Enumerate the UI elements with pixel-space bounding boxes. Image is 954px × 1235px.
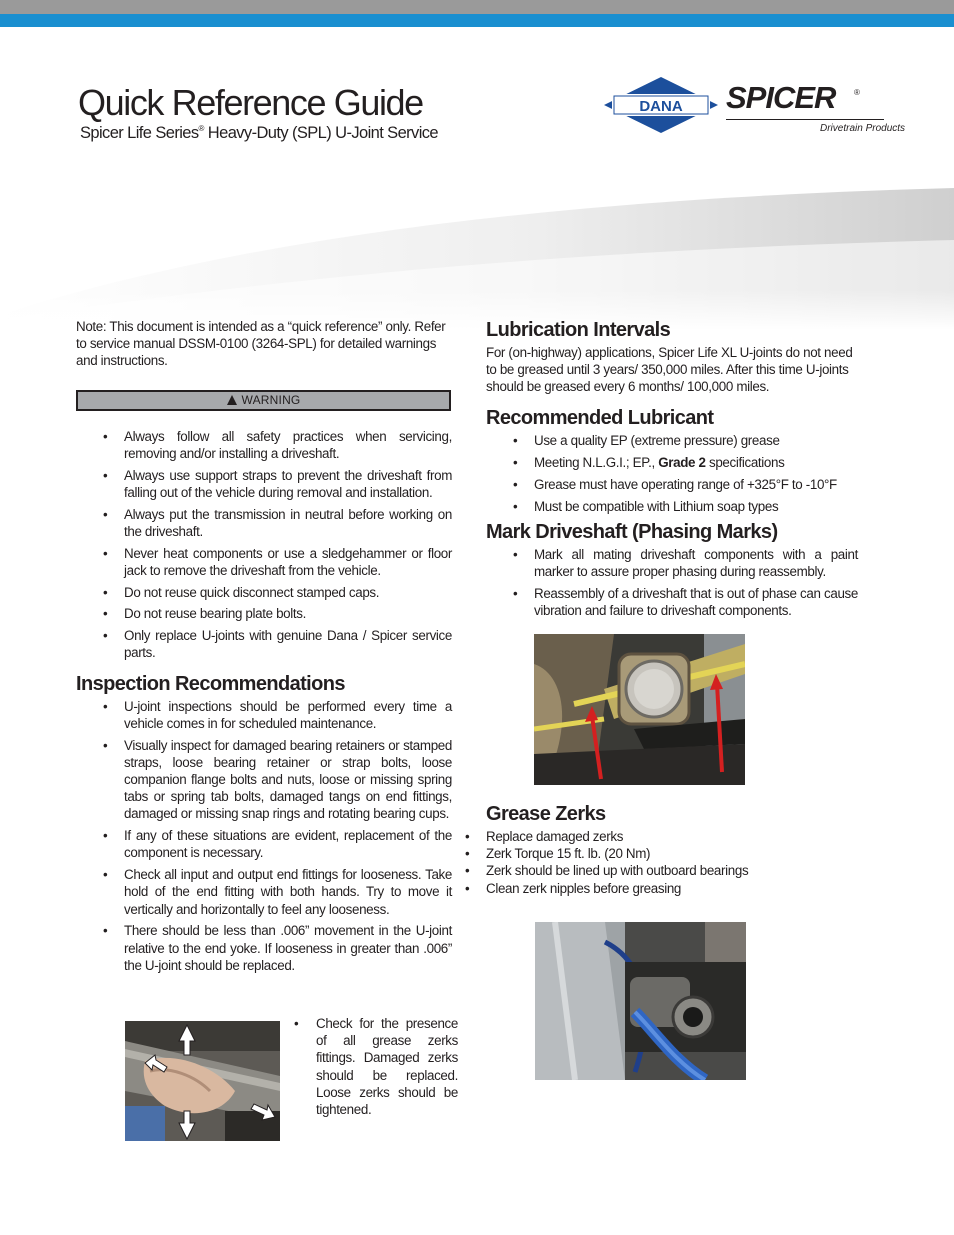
list-item: • Reassembly of a driveshaft that is out of phase can cause vibration and failure to driveshaft components. — [534, 585, 858, 619]
list-item: • Replace damaged zerks — [486, 828, 858, 845]
top-gray-band — [0, 0, 954, 14]
list-item: • Must be compatible with Lithium soap types — [534, 498, 858, 515]
grease-zerks-section — [486, 802, 858, 897]
list-item: • Meeting N.L.G.I.; EP., Grade 2 specifications — [534, 454, 858, 471]
list-item: • Zerk Torque 15 ft. lb. (20 Nm) — [486, 845, 858, 862]
warning-bar — [76, 390, 451, 411]
right-column — [486, 318, 858, 624]
zerk-check-note: • Check for the presence of all grease zerks fittings. Damaged zerks should be replaced. Loose zerks should be tightened. — [316, 1015, 458, 1118]
list-item: • Never heat components or use a sledgehammer or floor jack to remove the driveshaft from the vehicle. — [124, 545, 452, 579]
list-item: • Mark all mating driveshaft components with a paint marker to assure proper phasing during reassembly. — [534, 546, 858, 580]
spicer-logo-rule — [726, 119, 884, 120]
list-item: • U-joint inspections should be performed every time a vehicle comes in for scheduled maintenance. — [124, 698, 452, 732]
list-item: • Do not reuse quick disconnect stamped caps. — [124, 584, 452, 601]
lubrication-heading: Lubrication Intervals — [486, 319, 671, 341]
zerks-list — [486, 828, 858, 897]
phasing-marks-photo — [534, 634, 745, 785]
list-item: • Visually inspect for damaged bearing retainers or stamped straps, loose bearing retainer or strap bolts, loose companion flange bolts and nuts, loose or missing spring tabs or spring tab bolts, damaged tangs on end fittings, damaged or missing snap rings and rotating bearing cups. — [124, 737, 452, 823]
spicer-registered-mark: ® — [854, 88, 860, 97]
list-item: • Do not reuse bearing plate bolts. — [124, 605, 452, 622]
inspection-list — [76, 698, 452, 974]
list-item: • There should be less than .006” movement in the U-joint relative to the end yoke. If looseness in greater than .006” the U-joint should be replaced. — [124, 922, 452, 974]
page-subtitle: Spicer Life Series® Heavy-Duty (SPL) U-Joint Service — [80, 124, 438, 142]
lubricant-list — [486, 432, 858, 515]
zerks-heading: Grease Zerks — [486, 803, 606, 825]
warning-triangle-icon — [227, 395, 237, 405]
list-item: • Always follow all safety practices when servicing, removing and/or installing a driveshaft. — [124, 428, 452, 462]
inspection-heading: Inspection Recommendations — [76, 672, 345, 695]
svg-text:DANA: DANA — [639, 98, 683, 115]
warning-label: WARNING — [241, 393, 301, 408]
intro-note: Note: This document is intended as a “quick reference” only. Refer to service manual DSSM-0100 (3264-SPL) for detailed warnings and instructions. — [76, 319, 446, 369]
list-item: • Always use support straps to prevent the driveshaft from falling out of the vehicle during removal and installation. — [124, 467, 452, 501]
phasing-heading: Mark Driveshaft (Phasing Marks) — [486, 520, 778, 543]
list-item: • Grease must have operating range of +325°F to -10°F — [534, 476, 858, 493]
page-title: Quick Reference Guide — [78, 82, 423, 123]
list-item: • Only replace U-joints with genuine Dana / Spicer service parts. — [124, 627, 452, 661]
header-swoosh-graphic — [0, 170, 954, 330]
spicer-logo-wordmark: SPICER — [726, 80, 836, 115]
top-blue-band — [0, 14, 954, 27]
grease-zerk-photo — [535, 922, 746, 1080]
list-item: • Clean zerk nipples before greasing — [486, 880, 858, 897]
list-item: • If any of these situations are evident, replacement of the component is necessary. — [124, 827, 452, 861]
list-item: • Use a quality EP (extreme pressure) grease — [534, 432, 858, 449]
list-item: • Always put the transmission in neutral before working on the driveshaft. — [124, 506, 452, 540]
inspection-photo — [125, 1021, 280, 1141]
left-column — [76, 318, 452, 979]
lubricant-heading: Recommended Lubricant — [486, 406, 714, 429]
phasing-list — [486, 546, 858, 620]
dana-logo — [604, 77, 718, 133]
list-item: • Zerk should be lined up with outboard bearings — [486, 862, 858, 879]
list-item: • Check all input and output end fittings for looseness. Take hold of the end fitting with both hands. Try to move it vertically and horizontally to feel any looseness. — [124, 866, 452, 918]
warning-list — [76, 428, 452, 662]
lubrication-text: For (on-highway) applications, Spicer Life XL U-joints do not need to be greased until 3 years/ 350,000 miles. After this time U-joints should be greased every 6 months/ 100,000 miles. — [486, 345, 853, 395]
spicer-tagline: Drivetrain Products — [820, 123, 906, 134]
